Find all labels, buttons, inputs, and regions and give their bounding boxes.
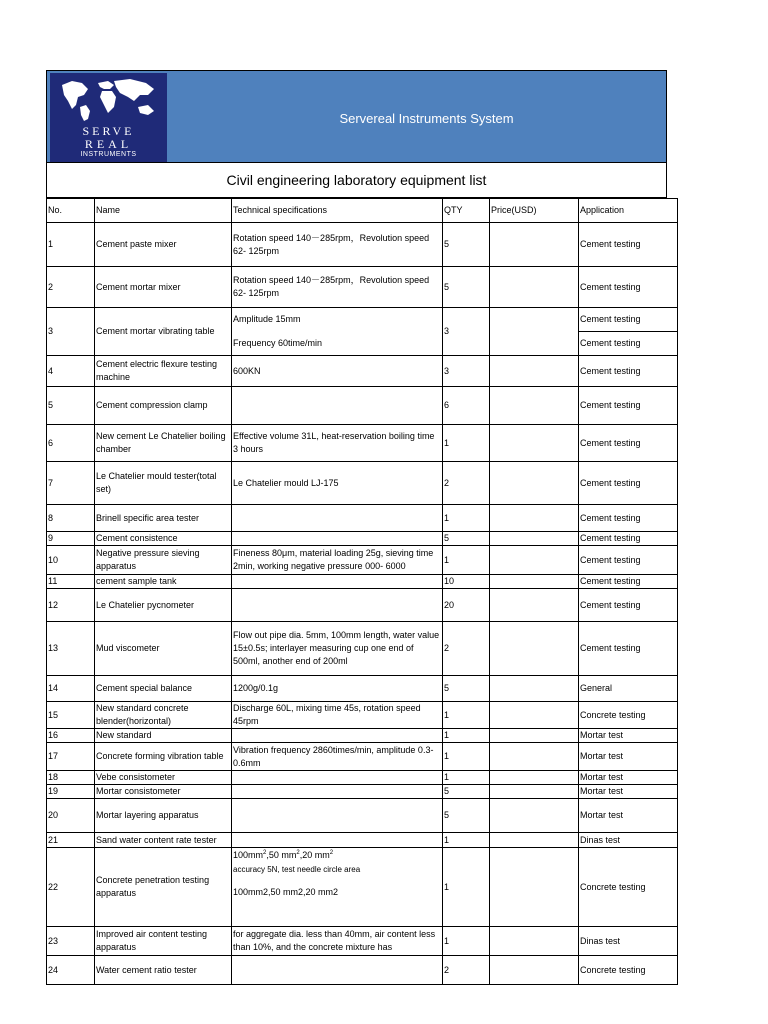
cell-spec: Fineness 80μm, material loading 25g, sieving time 2min, working negative pressure 000- 6000 <box>232 546 443 575</box>
cell-no: 13 <box>47 622 95 676</box>
cell-price <box>490 743 579 771</box>
logo-text-instruments: INSTRUMENTS <box>80 151 137 158</box>
table-row <box>47 267 678 308</box>
cell-application: Mortar test <box>579 743 678 771</box>
cell-application: Dinas test <box>579 833 678 848</box>
cell-price <box>490 308 579 356</box>
cell-no: 4 <box>47 356 95 387</box>
cell-spec: Flow out pipe dia. 5mm, 100mm length, water value 15±0.5s; interlayer measuring cup one end of 500ml, another end of 200ml <box>232 622 443 676</box>
cell-spec <box>232 833 443 848</box>
cell-no: 18 <box>47 771 95 785</box>
table-row <box>47 729 678 743</box>
cell-application: Concrete testing <box>579 956 678 985</box>
company-logo <box>50 73 167 162</box>
company-name: Servereal Instruments System <box>339 111 514 126</box>
cell-qty: 1 <box>443 927 490 956</box>
cell-spec: Le Chatelier mould LJ-175 <box>232 462 443 505</box>
cell-name: Concrete forming vibration table <box>95 743 232 771</box>
cell-qty: 1 <box>443 771 490 785</box>
cell-name: Mortar layering apparatus <box>95 799 232 833</box>
table-row <box>47 785 678 799</box>
cell-spec: Discharge 60L, mixing time 45s, rotation speed 45rpm <box>232 702 443 729</box>
cell-qty: 1 <box>443 833 490 848</box>
cell-spec-line <box>233 849 441 862</box>
cell-qty: 1 <box>443 546 490 575</box>
cell-qty: 5 <box>443 532 490 546</box>
cell-spec-line: Frequency 60time/min <box>233 338 323 348</box>
table-row <box>47 848 678 927</box>
cell-qty: 20 <box>443 589 490 622</box>
cell-spec <box>232 505 443 532</box>
cell-name: Mud viscometer <box>95 622 232 676</box>
cell-no: 15 <box>47 702 95 729</box>
cell-price <box>490 785 579 799</box>
cell-application: Cement testing <box>579 589 678 622</box>
cell-application: Mortar test <box>579 771 678 785</box>
cell-qty: 5 <box>443 676 490 702</box>
table-row <box>47 799 678 833</box>
cell-name: Cement mortar vibrating table <box>95 308 232 356</box>
cell-application: Cement testing <box>579 425 678 462</box>
cell-name: Cement paste mixer <box>95 223 232 267</box>
table-row <box>47 575 678 589</box>
column-header-application: Application <box>579 199 678 223</box>
cell-spec <box>232 799 443 833</box>
cell-no: 7 <box>47 462 95 505</box>
cell-spec: Effective volume 31L, heat-reservation boiling time 3 hours <box>232 425 443 462</box>
cell-price <box>490 702 579 729</box>
cell-no: 2 <box>47 267 95 308</box>
cell-spec <box>232 308 443 356</box>
cell-name: cement sample tank <box>95 575 232 589</box>
cell-spec: Vibration frequency 2860times/min, amplitude 0.3- 0.6mm <box>232 743 443 771</box>
cell-name: Concrete penetration testing apparatus <box>95 848 232 927</box>
cell-name: Brinell specific area tester <box>95 505 232 532</box>
cell-price <box>490 425 579 462</box>
cell-application: Cement testing <box>579 622 678 676</box>
cell-no: 1 <box>47 223 95 267</box>
cell-spec <box>232 956 443 985</box>
cell-spec: 1200g/0.1g <box>232 676 443 702</box>
cell-application: Concrete testing <box>579 702 678 729</box>
cell-qty: 1 <box>443 848 490 927</box>
cell-name: Improved air content testing apparatus <box>95 927 232 956</box>
cell-no: 14 <box>47 676 95 702</box>
cell-qty: 1 <box>443 505 490 532</box>
logo-text-real: REAL <box>84 137 133 151</box>
cell-name: Cement special balance <box>95 676 232 702</box>
cell-qty: 10 <box>443 575 490 589</box>
cell-price <box>490 223 579 267</box>
table-row <box>47 387 678 425</box>
cell-no: 3 <box>47 308 95 356</box>
column-header-price: Price(USD) <box>490 199 579 223</box>
spec-superscript: 2 <box>329 850 334 856</box>
spec-part: ,50 mm <box>266 850 297 860</box>
cell-application: Cement testing <box>579 267 678 308</box>
cell-qty: 2 <box>443 462 490 505</box>
cell-price <box>490 505 579 532</box>
cell-spec <box>232 785 443 799</box>
cell-name: Vebe consistometer <box>95 771 232 785</box>
equipment-sheet <box>46 70 667 985</box>
cell-name: Cement compression clamp <box>95 387 232 425</box>
cell-application: Concrete testing <box>579 848 678 927</box>
cell-price <box>490 799 579 833</box>
table-row <box>47 505 678 532</box>
cell-spec <box>232 575 443 589</box>
cell-spec <box>232 532 443 546</box>
cell-no: 21 <box>47 833 95 848</box>
cell-qty: 5 <box>443 799 490 833</box>
cell-name: Le Chatelier pycnometer <box>95 589 232 622</box>
cell-no: 6 <box>47 425 95 462</box>
cell-no: 11 <box>47 575 95 589</box>
cell-no: 16 <box>47 729 95 743</box>
table-row <box>47 676 678 702</box>
cell-name: New standard <box>95 729 232 743</box>
cell-qty: 5 <box>443 223 490 267</box>
cell-price <box>490 575 579 589</box>
cell-no: 22 <box>47 848 95 927</box>
cell-spec: for aggregate dia. less than 40mm, air content less than 10%, and the concrete mixture has <box>232 927 443 956</box>
cell-qty: 5 <box>443 785 490 799</box>
table-row <box>47 532 678 546</box>
cell-no: 9 <box>47 532 95 546</box>
column-header-qty: QTY <box>443 199 490 223</box>
spec-part: 100mm <box>233 850 264 860</box>
cell-application: Cement testing <box>579 332 678 356</box>
table-row <box>47 356 678 387</box>
cell-application: Cement testing <box>579 223 678 267</box>
cell-price <box>490 833 579 848</box>
cell-price <box>490 532 579 546</box>
cell-name: Mortar consistometer <box>95 785 232 799</box>
cell-application: Mortar test <box>579 785 678 799</box>
cell-no: 10 <box>47 546 95 575</box>
cell-price <box>490 771 579 785</box>
cell-application: General <box>579 676 678 702</box>
cell-no: 23 <box>47 927 95 956</box>
cell-spec-line: 100mm2,50 mm2,20 mm2 <box>233 887 339 897</box>
cell-application: Cement testing <box>579 308 678 332</box>
table-row <box>47 927 678 956</box>
cell-price <box>490 356 579 387</box>
cell-application: Dinas test <box>579 927 678 956</box>
cell-no: 8 <box>47 505 95 532</box>
cell-spec <box>232 848 443 927</box>
cell-price <box>490 927 579 956</box>
table-row <box>47 308 678 332</box>
cell-spec-line: accuracy 5N, test needle circle area <box>233 865 361 874</box>
table-row <box>47 743 678 771</box>
table-row <box>47 462 678 505</box>
cell-price <box>490 267 579 308</box>
column-header-spec: Technical specifications <box>232 199 443 223</box>
cell-price <box>490 676 579 702</box>
cell-price <box>490 848 579 927</box>
cell-qty: 1 <box>443 425 490 462</box>
world-map-icon <box>54 75 163 123</box>
table-row <box>47 223 678 267</box>
cell-name: New standard concrete blender(horizontal) <box>95 702 232 729</box>
cell-price <box>490 729 579 743</box>
cell-qty: 2 <box>443 622 490 676</box>
cell-name: Cement mortar mixer <box>95 267 232 308</box>
cell-no: 24 <box>47 956 95 985</box>
cell-name: Cement electric flexure testing machine <box>95 356 232 387</box>
cell-price <box>490 387 579 425</box>
cell-name: Cement consistence <box>95 532 232 546</box>
cell-qty: 3 <box>443 308 490 356</box>
table-row <box>47 425 678 462</box>
header-banner <box>46 70 667 163</box>
spec-superscript: 2 <box>296 850 300 856</box>
table-row <box>47 956 678 985</box>
table-row <box>47 702 678 729</box>
cell-qty: 1 <box>443 729 490 743</box>
cell-price <box>490 589 579 622</box>
cell-name: Negative pressure sieving apparatus <box>95 546 232 575</box>
cell-spec <box>232 729 443 743</box>
cell-name: Le Chatelier mould tester(total set) <box>95 462 232 505</box>
cell-qty: 5 <box>443 267 490 308</box>
spec-part: ,20 mm <box>299 850 330 860</box>
cell-application: Mortar test <box>579 799 678 833</box>
cell-name: New cement Le Chatelier boiling chamber <box>95 425 232 462</box>
logo-text-serve: SERVE <box>82 124 135 138</box>
table-row <box>47 589 678 622</box>
cell-application: Cement testing <box>579 356 678 387</box>
cell-price <box>490 956 579 985</box>
spec-superscript: 2 <box>263 850 267 856</box>
cell-application: Cement testing <box>579 575 678 589</box>
cell-no: 17 <box>47 743 95 771</box>
cell-application: Cement testing <box>579 505 678 532</box>
cell-price <box>490 622 579 676</box>
cell-application: Cement testing <box>579 387 678 425</box>
table-header-row <box>47 199 678 223</box>
cell-spec <box>232 387 443 425</box>
column-header-no: No. <box>47 199 95 223</box>
cell-spec: Rotation speed 140－285rpm，Revolution speed 62- 125rpm <box>232 267 443 308</box>
cell-qty: 1 <box>443 743 490 771</box>
equipment-table <box>46 198 678 985</box>
cell-application: Mortar test <box>579 729 678 743</box>
cell-application: Cement testing <box>579 462 678 505</box>
table-row <box>47 546 678 575</box>
cell-name: Sand water content rate tester <box>95 833 232 848</box>
cell-qty: 6 <box>443 387 490 425</box>
cell-spec-line: Amplitude 15mm <box>233 314 301 324</box>
cell-spec <box>232 589 443 622</box>
cell-no: 20 <box>47 799 95 833</box>
cell-qty: 1 <box>443 702 490 729</box>
cell-price <box>490 462 579 505</box>
cell-application: Cement testing <box>579 532 678 546</box>
table-row <box>47 622 678 676</box>
cell-no: 12 <box>47 589 95 622</box>
cell-no: 5 <box>47 387 95 425</box>
table-row <box>47 771 678 785</box>
document-title: Civil engineering laboratory equipment list <box>46 163 667 198</box>
cell-name: Water cement ratio tester <box>95 956 232 985</box>
column-header-name: Name <box>95 199 232 223</box>
table-row <box>47 833 678 848</box>
cell-spec <box>232 771 443 785</box>
cell-application: Cement testing <box>579 546 678 575</box>
cell-qty: 2 <box>443 956 490 985</box>
cell-spec: Rotation speed 140－285rpm，Revolution speed 62- 125rpm <box>232 223 443 267</box>
cell-no: 19 <box>47 785 95 799</box>
cell-spec: 600KN <box>232 356 443 387</box>
cell-price <box>490 546 579 575</box>
cell-qty: 3 <box>443 356 490 387</box>
